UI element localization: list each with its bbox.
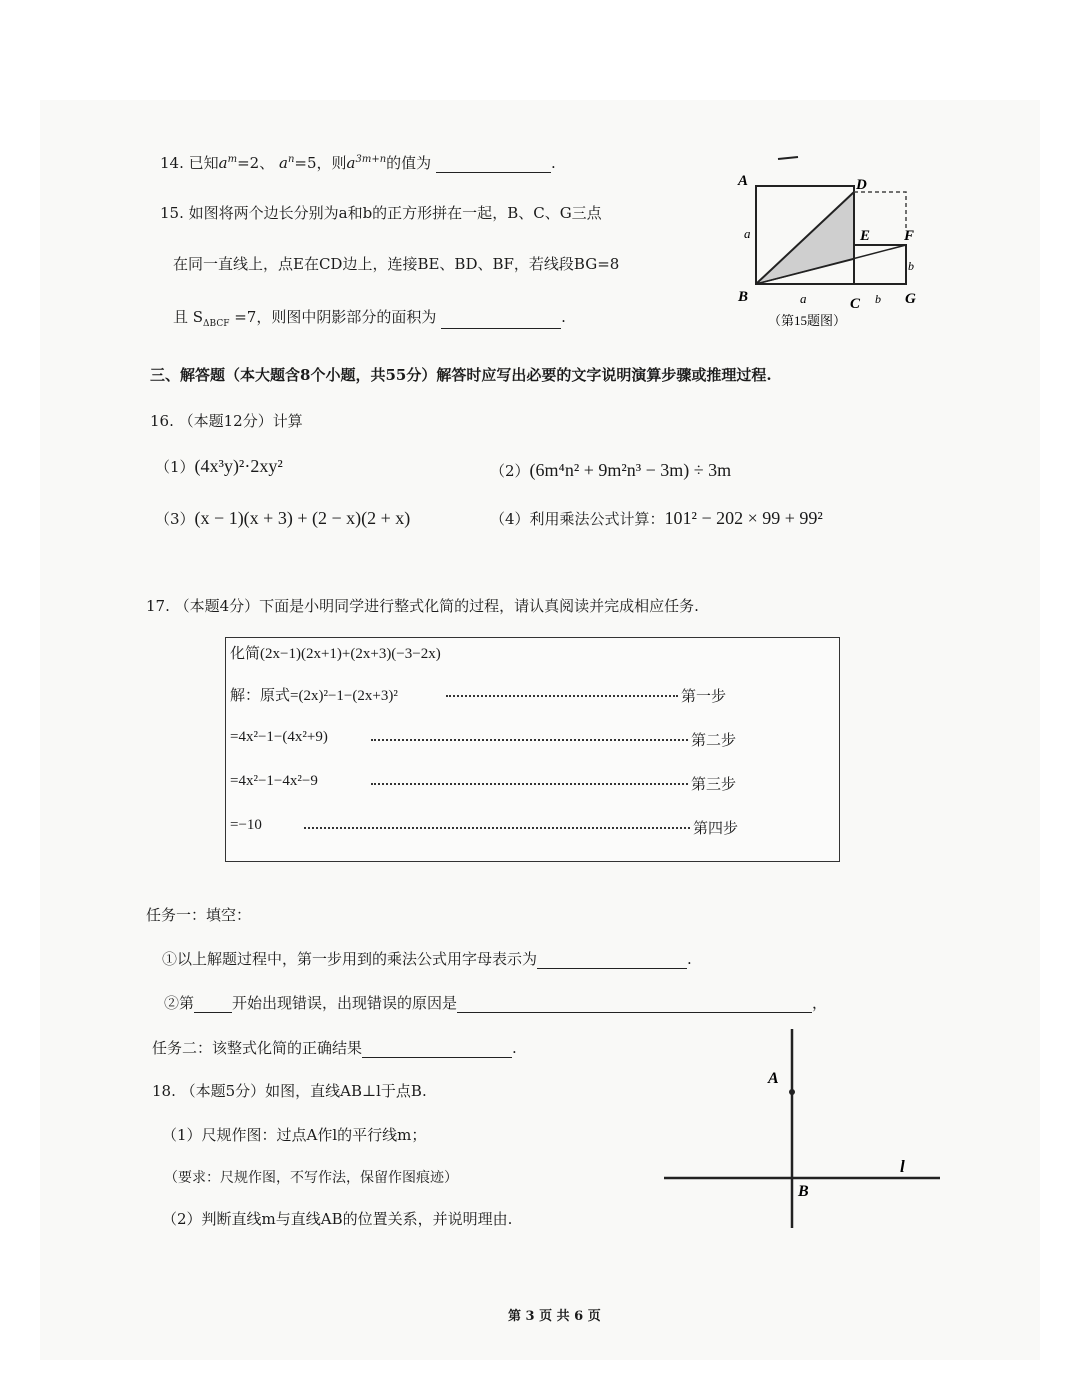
dotted-leader-1: [446, 695, 678, 697]
answer-blank-14[interactable]: [436, 156, 551, 173]
dotted-leader-3: [371, 783, 688, 785]
label-c: C: [850, 296, 861, 312]
q16-part-1: （1）(4x³y)²·2xy²: [155, 456, 283, 476]
q16-part-3: （3）(x − 1)(x + 3) + (2 − x)(2 + x): [155, 508, 411, 528]
question-18-header: 18. （本题5分）如图，直线AB⊥l于点B.: [152, 1082, 427, 1100]
q16-part-4: （4）利用乘法公式计算：101² − 202 × 99 + 99²: [490, 508, 823, 528]
section-3-title: 三、解答题（本大题含8个小题，共55分）解答时应写出必要的文字说明演算步骤或推理过程.: [150, 366, 772, 384]
box-line-4: =−10: [230, 817, 262, 833]
question-16-header: 16. （本题12分）计算: [150, 412, 303, 430]
answer-blank-17-3[interactable]: [362, 1041, 512, 1058]
label-line-l: l: [900, 1157, 905, 1176]
task-1-title: 任务一：填空：: [146, 906, 252, 924]
task-1-item-2: ②第 开始出现错误，出现错误的原因是 ，: [164, 994, 828, 1012]
step-3-label: 第三步: [691, 775, 737, 793]
dotted-leader-2: [371, 739, 688, 741]
task-2: 任务二：该整式化简的正确结果 .: [152, 1039, 517, 1057]
square-cefg: [854, 245, 906, 284]
answer-blank-17-1[interactable]: [537, 952, 687, 969]
label-b-side: b: [908, 259, 914, 273]
answer-blank-17-2a[interactable]: [194, 996, 232, 1013]
page-number: 第 3 页 共 6 页: [508, 1309, 601, 1324]
dashed-extension: [854, 192, 906, 230]
question-15-line2: 在同一直线上，点E在CD边上，连接BE、BD、BF，若线段BG=8: [173, 255, 620, 273]
label-point-a: A: [768, 1070, 779, 1087]
box-line-1: 解：原式=(2x)²−1−(2x+3)²: [230, 688, 398, 704]
stray-mark: [778, 157, 798, 159]
label-b-bottom: b: [875, 292, 881, 306]
box-line-3: =4x²−1−4x²−9: [230, 773, 318, 789]
label-e: E: [860, 228, 871, 244]
dotted-leader-4: [304, 827, 690, 829]
step-2-label: 第二步: [691, 731, 737, 749]
step-1-label: 第一步: [681, 687, 727, 705]
label-d: D: [856, 177, 867, 193]
question-15-line3: 且 $S_{\Delta BCF} =7$，则图中阴影部分的面积为 .: [173, 308, 566, 329]
box-line-2: =4x²−1−(4x²+9): [230, 729, 328, 745]
question-15-line1: 15. 如图将两个边长分别为a和b的正方形拼在一起，B、C、G三点: [160, 204, 602, 222]
question-17-header: 17. （本题4分）下面是小明同学进行整式化简的过程，请认真阅读并完成相应任务.: [146, 597, 699, 615]
label-a: A: [738, 173, 749, 189]
point-a: [789, 1089, 795, 1095]
figure-15-caption: （第15题图）: [768, 313, 847, 328]
label-point-b: B: [798, 1183, 809, 1200]
label-a-bottom: a: [800, 291, 807, 306]
q18-requirement: （要求：尺规作图，不写作法，保留作图痕迹）: [164, 1170, 458, 1186]
q18-item-1: （1）尺规作图：过点A作l的平行线m；: [162, 1126, 427, 1144]
figure-18: [660, 1025, 950, 1235]
question-14: 14. 已知$a^m=2$、 $a^n=5$，则$a^{3m+n}$的值为 .: [160, 154, 556, 172]
label-b: B: [738, 289, 749, 305]
task-1-item-1: ①以上解题过程中，第一步用到的乘法公式用字母表示为 .: [162, 950, 692, 968]
box-line-simplify: 化简(2x−1)(2x+1)+(2x+3)(−3−2x): [230, 646, 441, 662]
answer-blank-17-2b[interactable]: [457, 996, 812, 1013]
answer-blank-15[interactable]: [441, 312, 561, 329]
label-a-side: a: [744, 226, 751, 241]
label-f: F: [904, 228, 915, 244]
q16-part-2: （2）(6m⁴n² + 9m²n³ − 3m) ÷ 3m: [490, 460, 732, 480]
step-4-label: 第四步: [693, 819, 739, 837]
solution-box: [225, 637, 840, 862]
figure-15: [730, 150, 930, 335]
q18-item-2: （2）判断直线m与直线AB的位置关系，并说明理由.: [162, 1210, 513, 1228]
label-g: G: [905, 291, 916, 307]
